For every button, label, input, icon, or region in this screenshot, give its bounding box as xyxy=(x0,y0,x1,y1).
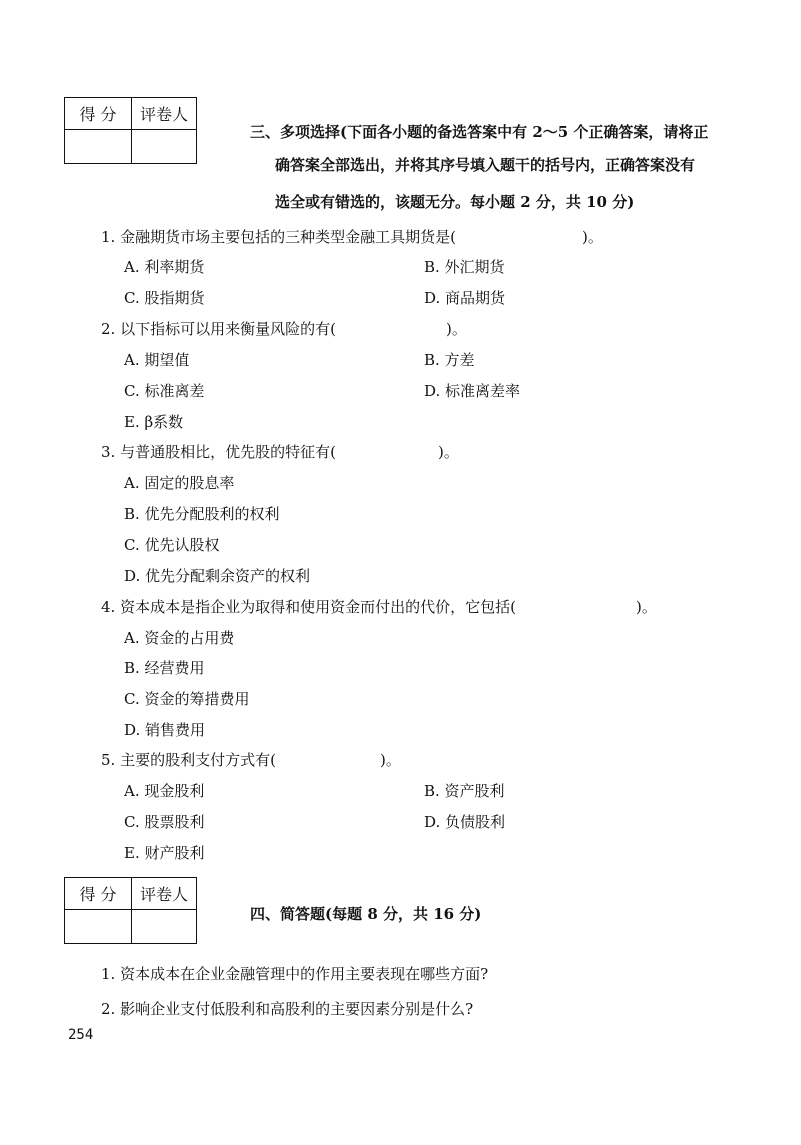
question-stem: 1. 金融期货市场主要包括的三种类型金融工具期货是( xyxy=(101,228,456,246)
option: B. 经营费用 xyxy=(124,659,205,677)
option: E. 财产股利 xyxy=(124,844,205,862)
section-4-title: 四、简答题(每题 8 分，共 16 分) xyxy=(250,905,482,923)
short-answer-question: 2. 影响企业支付低股利和高股利的主要因素分别是什么? xyxy=(101,1000,474,1018)
score-label: 得 分 xyxy=(65,878,132,910)
option: D. 商品期货 xyxy=(424,289,506,307)
score-cell xyxy=(65,910,132,944)
option: C. 股指期货 xyxy=(124,289,205,307)
grader-cell xyxy=(132,130,197,164)
answer-paren-close: )。 xyxy=(438,443,459,461)
section-3-title-line-2: 确答案全部选出，并将其序号填入题干的括号内，正确答案没有 xyxy=(275,156,696,174)
option: C. 股票股利 xyxy=(124,813,205,831)
short-answer-question: 1. 资本成本在企业金融管理中的作用主要表现在哪些方面? xyxy=(101,965,489,983)
answer-paren-close: )。 xyxy=(446,320,467,338)
option: B. 资产股利 xyxy=(424,782,505,800)
score-label: 得 分 xyxy=(65,98,132,130)
option: B. 优先分配股利的权利 xyxy=(124,505,280,523)
option: A. 期望值 xyxy=(124,351,190,369)
option: A. 利率期货 xyxy=(124,258,205,276)
option: A. 资金的占用费 xyxy=(124,629,235,647)
grader-label: 评卷人 xyxy=(132,98,197,130)
section-3-title-line-1: 三、多项选择(下面各小题的备选答案中有 2～5 个正确答案，请将正 xyxy=(250,123,709,141)
question-stem: 5. 主要的股利支付方式有( xyxy=(101,751,276,769)
option: A. 固定的股息率 xyxy=(124,474,235,492)
option: B. 外汇期货 xyxy=(424,258,505,276)
option: C. 优先认股权 xyxy=(124,536,220,554)
answer-paren-close: )。 xyxy=(380,751,401,769)
option: A. 现金股利 xyxy=(124,782,205,800)
page-number: 254 xyxy=(68,1027,94,1043)
question-stem: 3. 与普通股相比，优先股的特征有( xyxy=(101,443,336,461)
option: D. 销售费用 xyxy=(124,721,206,739)
score-cell xyxy=(65,130,132,164)
option: D. 优先分配剩余资产的权利 xyxy=(124,567,311,585)
option: D. 负债股利 xyxy=(424,813,506,831)
option: C. 资金的筹措费用 xyxy=(124,690,250,708)
option: B. 方差 xyxy=(424,351,475,369)
answer-paren-close: )。 xyxy=(636,598,657,616)
question-stem: 4. 资本成本是指企业为取得和使用资金而付出的代价，它包括( xyxy=(101,598,516,616)
grader-label: 评卷人 xyxy=(132,878,197,910)
option: D. 标准离差率 xyxy=(424,382,521,400)
option: C. 标准离差 xyxy=(124,382,205,400)
option: E. β系数 xyxy=(124,413,184,431)
question-stem: 2. 以下指标可以用来衡量风险的有( xyxy=(101,320,336,338)
score-box-section-3 xyxy=(64,97,197,164)
section-3-title-line-3: 选全或有错选的，该题无分。每小题 2 分，共 10 分) xyxy=(275,193,635,211)
answer-paren-close: )。 xyxy=(582,228,603,246)
grader-cell xyxy=(132,910,197,944)
score-box-section-4 xyxy=(64,877,197,944)
